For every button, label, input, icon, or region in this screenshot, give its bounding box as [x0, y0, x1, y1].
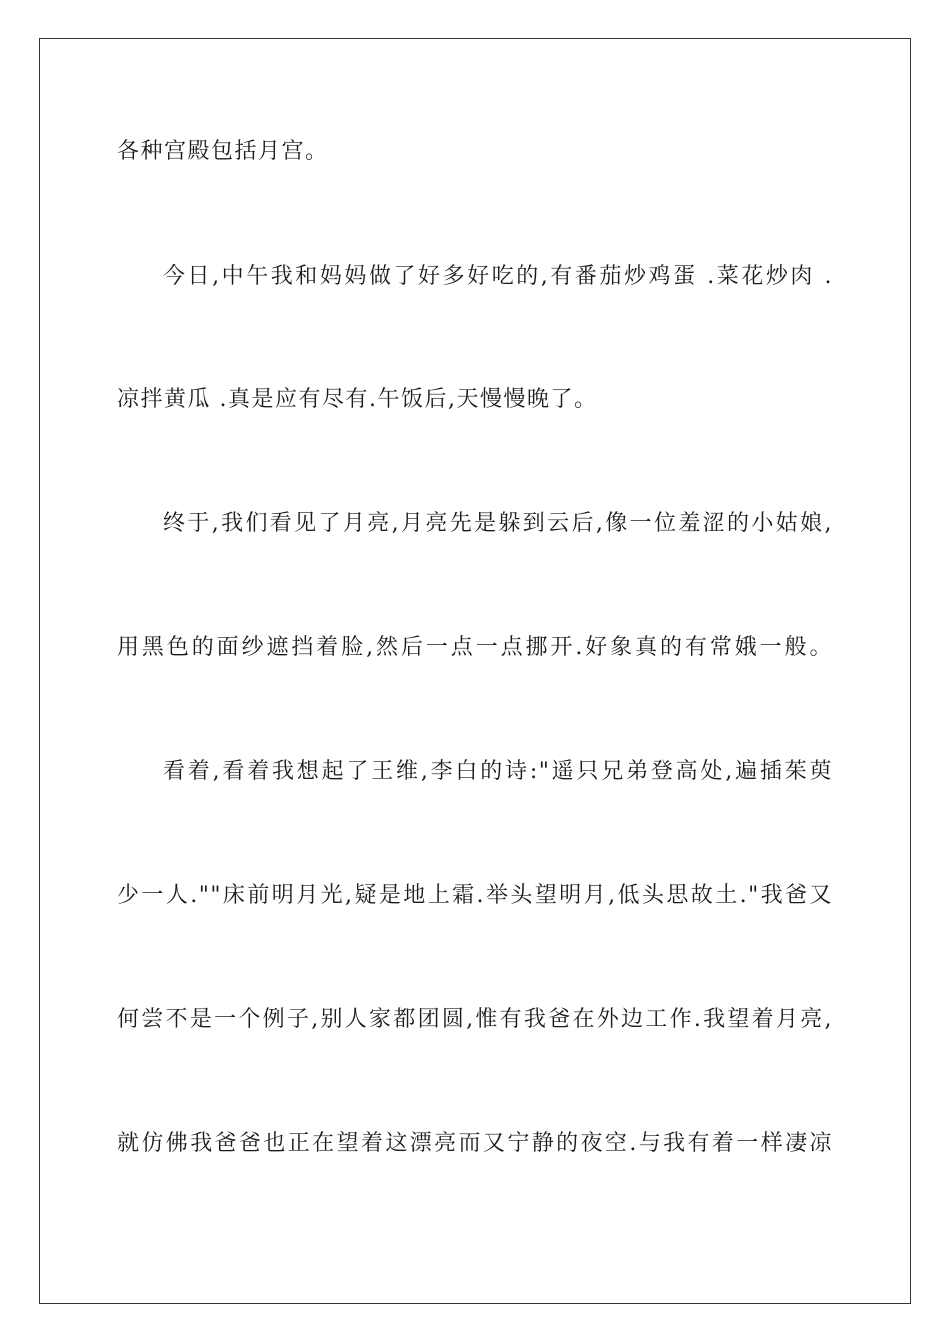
text-line-2: 今日,中午我和妈妈做了好多好吃的,有番茄炒鸡蛋 .菜花炒肉 . — [163, 264, 833, 289]
text-line-5: 用黑色的面纱遮挡着脸,然后一点一点挪开.好象真的有常娥一般。 — [117, 635, 833, 660]
text-line-1: 各种宫殿包括月宫。 — [117, 139, 329, 164]
text-line-8: 何尝不是一个例子,别人家都团圆,惟有我爸在外边工作.我望着月亮, — [117, 1007, 833, 1032]
page-border — [39, 38, 911, 1304]
text-line-7: 少一人.""床前明月光,疑是地上霜.举头望明月,低头思故土."我爸又 — [117, 883, 833, 908]
text-line-4: 终于,我们看见了月亮,月亮先是躲到云后,像一位羞涩的小姑娘, — [163, 511, 833, 536]
text-line-9: 就仿佛我爸爸也正在望着这漂亮而又宁静的夜空.与我有着一样凄凉 — [117, 1131, 833, 1156]
text-line-6: 看着,看着我想起了王维,李白的诗:"遥只兄弟登高处,遍插茱萸 — [163, 759, 833, 784]
text-line-3: 凉拌黄瓜 .真是应有尽有.午饭后,天慢慢晚了。 — [117, 387, 598, 412]
